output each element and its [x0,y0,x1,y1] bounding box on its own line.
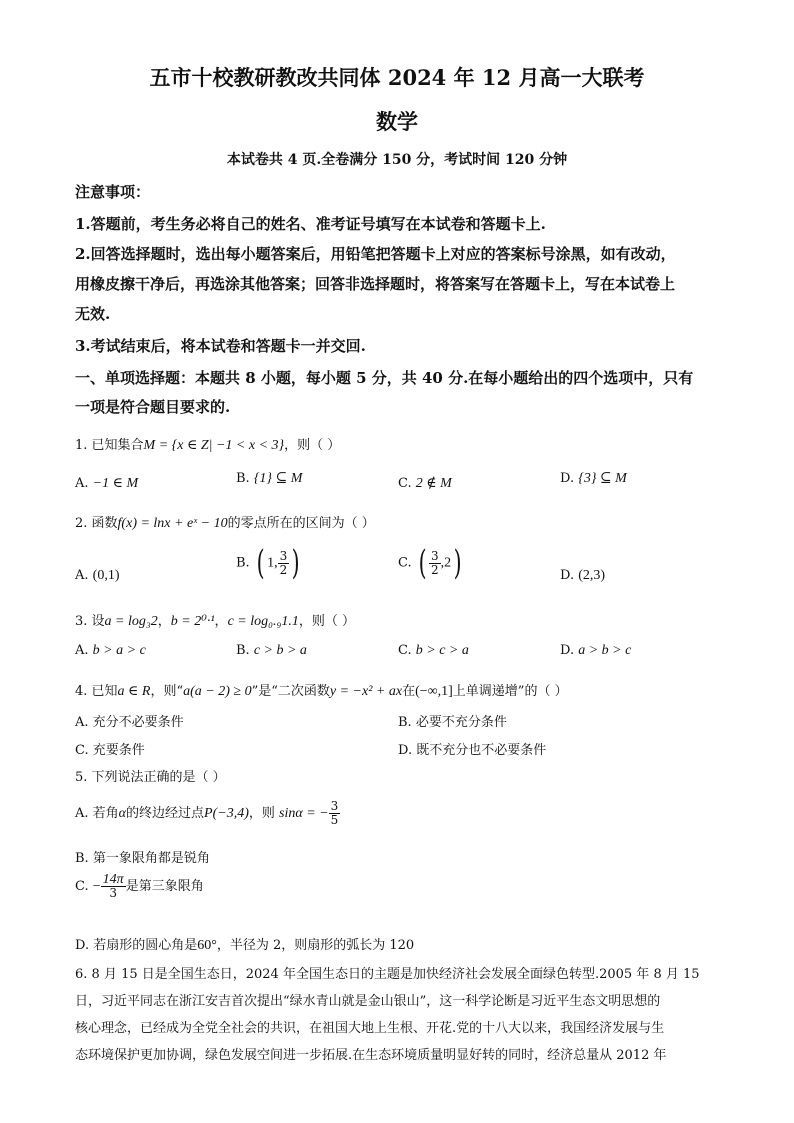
question-4-stem: 4. 已知a ∈ R，则“a(a − 2) ≥ 0”是“二次函数y = −x² + ax在(−∞,1]上单调递增”的（ ） [75,684,568,699]
q2-option-d: D. (2,3) [560,568,606,583]
q5-option-d: D. 若扇形的圆心角是60°，半径为 2，则扇形的弧长为 120 [75,938,415,953]
question-6-line-2: 日，习近平同志在浙江安吉首次提出“绿水青山就是金山银山”，这一科学论断是习近平生态文明思想的 [75,994,661,1009]
section-1-line-1: 一、单项选择题：本题共 8 小题，每小题 5 分，共 40 分.在每小题给出的四个选项中，只有 [75,369,694,387]
q4-option-c: C. 充要条件 [75,743,145,758]
exam-title: 五市十校教研教改共同体 2024 年 12 月高一大联考 [149,65,645,90]
question-6-line-1: 6. 8 月 15 日是全国生态日，2024 年全国生态日的主题是加快经济社会发展全面绿色转型.2005 年 8 月 15 [75,967,700,982]
q1-option-b: B. {1} ⊆ M [236,471,303,486]
note-1: 1.答题前，考生务必将自己的姓名、准考证号填写在本试卷和答题卡上. [75,215,546,233]
q3-option-d: D. a > b > c [560,643,632,658]
q4-option-d: D. 既不充分也不必要条件 [398,743,547,758]
note-2-line-3: 无效. [75,305,111,323]
q2-option-a: A. (0,1) [75,568,120,583]
q5-option-a: A. 若角α的终边经过点P(−3,4)，则 sinα = − $\frac{3}{5}$ [75,799,339,827]
q2-option-b: B. ( 1, $\frac{3}{2}$ ) [236,543,300,583]
q2-function: f(x) = lnx + eˣ − 10 [117,516,228,531]
question-2-stem: 2. 函数f(x) = lnx + eˣ − 10的零点所在的区间为（ ） [75,516,375,531]
subject-title: 数学 [376,109,418,134]
notes-heading: 注意事项： [75,183,151,201]
q1-option-a: A. −1 ∈ M [75,476,139,491]
q1-pre: 1. 已知集合 [75,438,144,453]
question-5-stem: 5. 下列说法正确的是（ ） [75,770,226,785]
question-6-line-3: 核心理念，已经成为全党全社会的共识，在祖国大地上生根、开花.党的十八大以来，我国经济发展与生 [75,1021,665,1036]
q3-option-a: A. b > a > c [75,643,146,658]
q2-option-c: C. ( $\frac{3}{2}$ ,2) [398,543,462,583]
q1-set: M = {x ∈ Z| −1 < x < 3} [143,438,285,453]
q4-option-b: B. 必要不充分条件 [398,715,507,730]
q1-option-c: C. 2 ∉ M [398,476,452,491]
exam-meta: 本试卷共 4 页.全卷满分 150 分，考试时间 120 分钟 [226,152,568,168]
q5-option-c: C. − $\frac{14\pi}{3}$ 是第三象限角 [75,872,204,900]
q1-post: ，则（ ） [284,438,341,453]
q4-option-a: A. 充分不必要条件 [75,715,184,730]
question-3-stem: 3. 设a = log₃2，b = 2⁰·¹，c = log₀.₉1.1，则（ ） [75,614,355,629]
note-2-line-1: 2.回答选择题时，选出每小题答案后，用铅笔把答题卡上对应的答案标号涂黑，如有改动， [75,245,676,263]
q1-option-d: D. {3} ⊆ M [560,471,627,486]
question-6-line-4: 态环境保护更加协调，绿色发展空间进一步拓展.在生态环境质量明显好转的同时，经济总量从 2012 年 [75,1048,667,1063]
q5-option-b: B. 第一象限角都是锐角 [75,851,210,866]
section-1-line-2: 一项是符合题目要求的. [75,398,231,416]
note-3: 3.考试结束后，将本试卷和答题卡一并交回. [75,337,366,355]
question-1-stem [75,434,340,454]
q3-option-c: C. b > c > a [398,643,469,658]
note-2-line-2: 用橡皮擦干净后，再选涂其他答案；回答非选择题时，将答案写在答题卡上，写在本试卷上 [75,275,676,293]
q3-option-b: B. c > b > a [236,643,307,658]
